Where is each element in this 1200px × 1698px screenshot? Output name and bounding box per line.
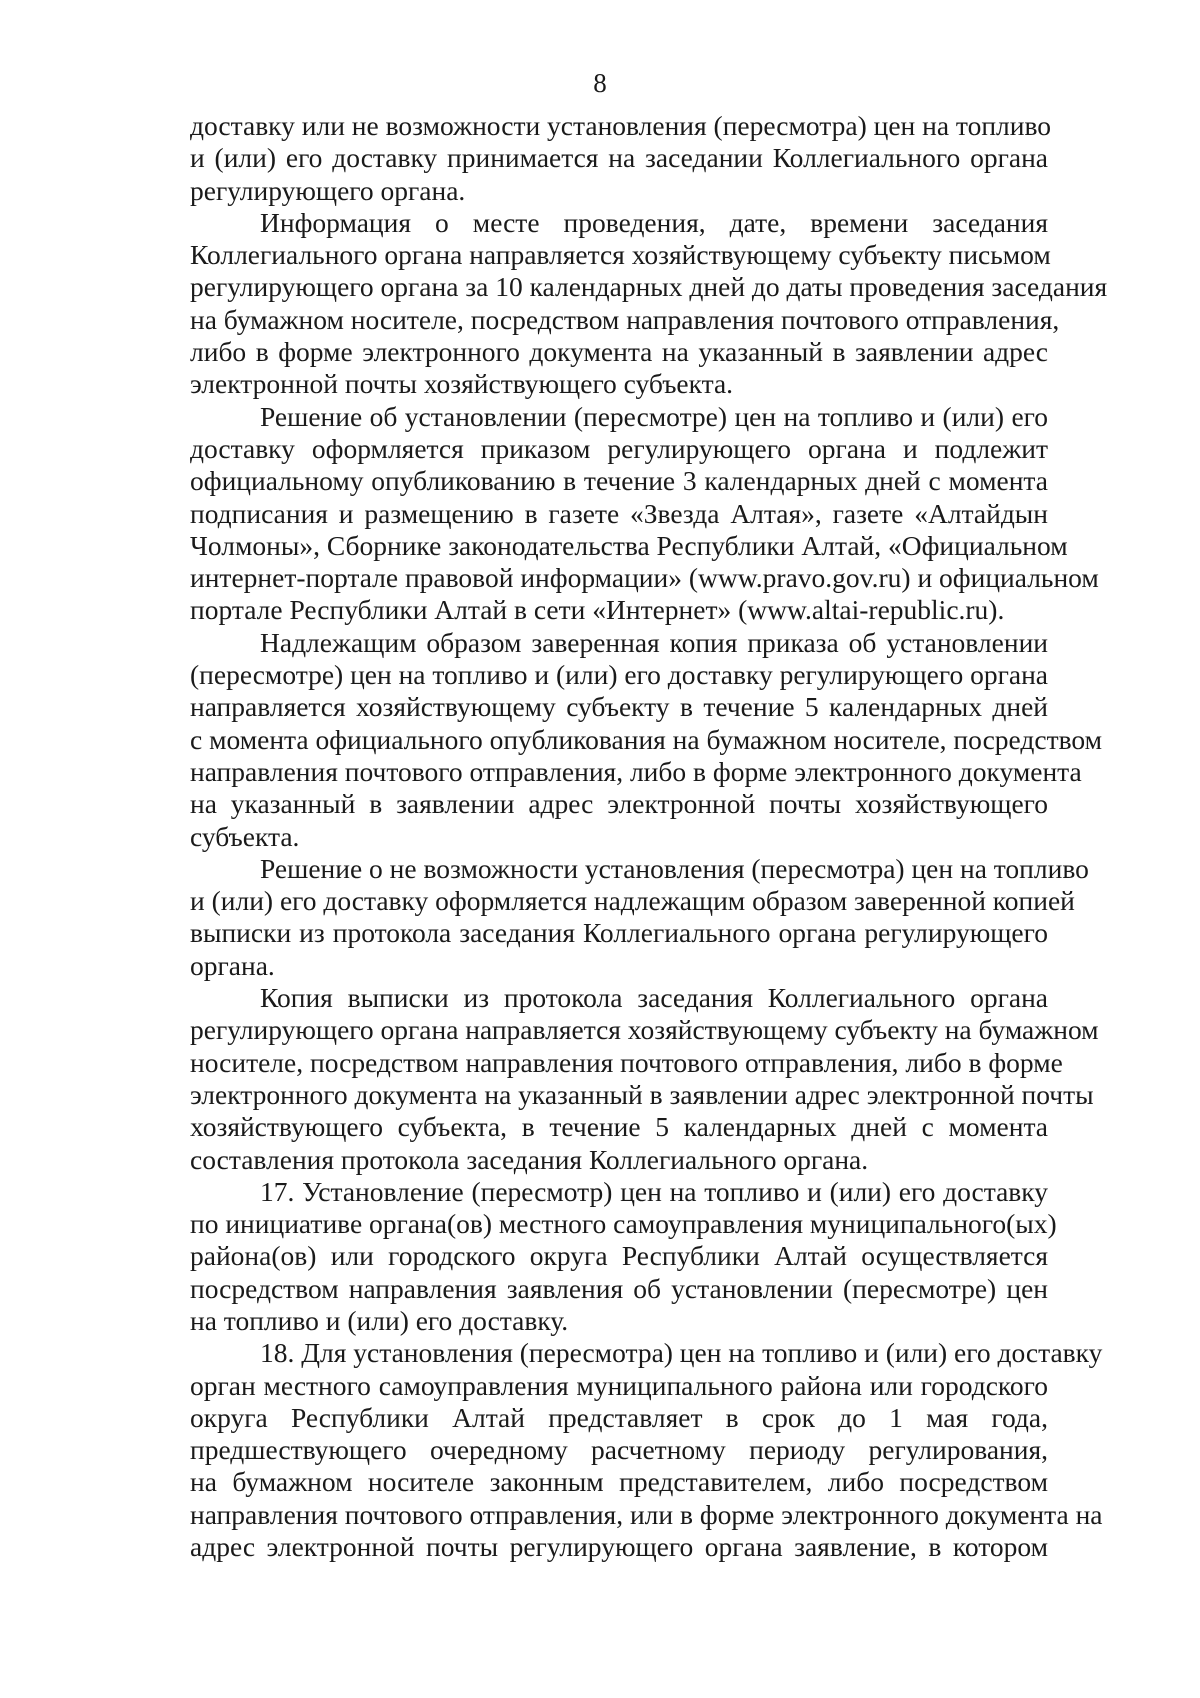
text-line: района(ов) или городского округа Республики Алтай осуществляется <box>190 1240 1048 1272</box>
paragraph <box>190 1175 1057 1337</box>
text-line: Чолмоны», Сборнике законодательства Республики Алтай, «Официальном <box>190 529 1068 561</box>
document-body <box>190 110 1108 1563</box>
paragraph <box>190 982 1099 1176</box>
text-line: интернет-портале правовой информации» (www.pravo.gov.ru) и официальном <box>190 562 1099 594</box>
text-line: Надлежащим образом заверенная копия приказа об установлении <box>260 626 1048 658</box>
text-line: адрес электронной почты регулирующего органа заявление, в котором <box>190 1531 1048 1563</box>
text-line: носителе, посредством направления почтового отправления, либо в форме <box>190 1046 1063 1078</box>
text-line: 17. Установление (пересмотр) цен на топливо и (или) его доставку <box>260 1175 1048 1207</box>
text-line: регулирующего органа за 10 календарных дней до даты проведения заседания <box>190 271 1108 303</box>
text-line: орган местного самоуправления муниципального района или городского <box>190 1369 1048 1401</box>
paragraph <box>190 400 1099 627</box>
text-line: направления почтового отправления, или в форме электронного документа на <box>190 1498 1103 1530</box>
text-line: округа Республики Алтай представляет в срок до 1 мая года, <box>190 1401 1048 1433</box>
paragraph <box>190 626 1103 853</box>
text-line: предшествующего очередному расчетному периоду регулирования, <box>190 1434 1048 1466</box>
text-line: выписки из протокола заседания Коллегиального органа регулирующего <box>190 917 1048 949</box>
text-line: органа. <box>190 949 275 981</box>
text-line: на указанный в заявлении адрес электронной почты хозяйствующего <box>190 788 1048 820</box>
text-line: Информация о месте проведения, дате, времени заседания <box>260 206 1048 238</box>
text-line: на бумажном носителе, посредством направления почтового отправления, <box>190 303 1060 335</box>
text-line: доставку оформляется приказом регулирующего органа и подлежит <box>190 432 1048 464</box>
text-line: и (или) его доставку принимается на заседании Коллегиального органа <box>190 142 1048 174</box>
text-line: подписания и размещению в газете «Звезда Алтая», газете «Алтайдын <box>190 497 1048 529</box>
text-line: посредством направления заявления об установлении (пересмотре) цен <box>190 1272 1048 1304</box>
text-line: составления протокола заседания Коллегиального органа. <box>190 1143 869 1175</box>
text-line: электронного документа на указанный в заявлении адрес электронной почты <box>190 1078 1094 1110</box>
text-line: либо в форме электронного документа на указанный в заявлении адрес <box>190 336 1048 368</box>
paragraph <box>190 110 1052 207</box>
text-line: Копия выписки из протокола заседания Коллегиального органа <box>260 982 1048 1014</box>
text-line: Решение об установлении (пересмотре) цен на топливо и (или) его <box>260 400 1048 432</box>
text-line: регулирующего органа. <box>190 174 466 206</box>
text-line: хозяйствующего субъекта, в течение 5 календарных дней с момента <box>190 1111 1048 1143</box>
text-line: направляется хозяйствующему субъекту в течение 5 календарных дней <box>190 691 1048 723</box>
paragraph <box>190 1337 1103 1563</box>
text-line: доставку или не возможности установления (пересмотра) цен на топливо <box>190 110 1052 141</box>
text-line: с момента официального опубликования на бумажном носителе, посредством <box>190 723 1103 755</box>
text-line: направления почтового отправления, либо в форме электронного документа <box>190 755 1082 787</box>
text-line: официальному опубликованию в течение 3 календарных дней с момента <box>190 465 1048 497</box>
paragraph <box>190 206 1108 401</box>
text-line: Решение о не возможности установления (пересмотра) цен на топливо <box>260 852 1089 884</box>
text-line: на бумажном носителе законным представителем, либо посредством <box>190 1466 1048 1498</box>
paragraph <box>190 852 1089 982</box>
text-line: портале Республики Алтай в сети «Интернет» (www.altai-republic.ru). <box>190 594 1005 626</box>
text-line: регулирующего органа направляется хозяйствующему субъекту на бумажном <box>190 1014 1099 1046</box>
text-line: и (или) его доставку оформляется надлежащим образом заверенной копией <box>190 885 1075 917</box>
text-line: 18. Для установления (пересмотра) цен на топливо и (или) его доставку <box>260 1337 1103 1369</box>
text-line: по инициативе органа(ов) местного самоуправления муниципального(ых) <box>190 1208 1057 1240</box>
page-number: 8 <box>593 68 607 98</box>
text-line: Коллегиального органа направляется хозяйствующему субъекту письмом <box>190 239 1051 271</box>
text-line: субъекта. <box>190 820 300 852</box>
text-line: на топливо и (или) его доставку. <box>190 1304 569 1336</box>
text-line: электронной почты хозяйствующего субъекта. <box>190 368 734 400</box>
text-line: (пересмотре) цен на топливо и (или) его доставку регулирующего органа <box>190 659 1048 691</box>
